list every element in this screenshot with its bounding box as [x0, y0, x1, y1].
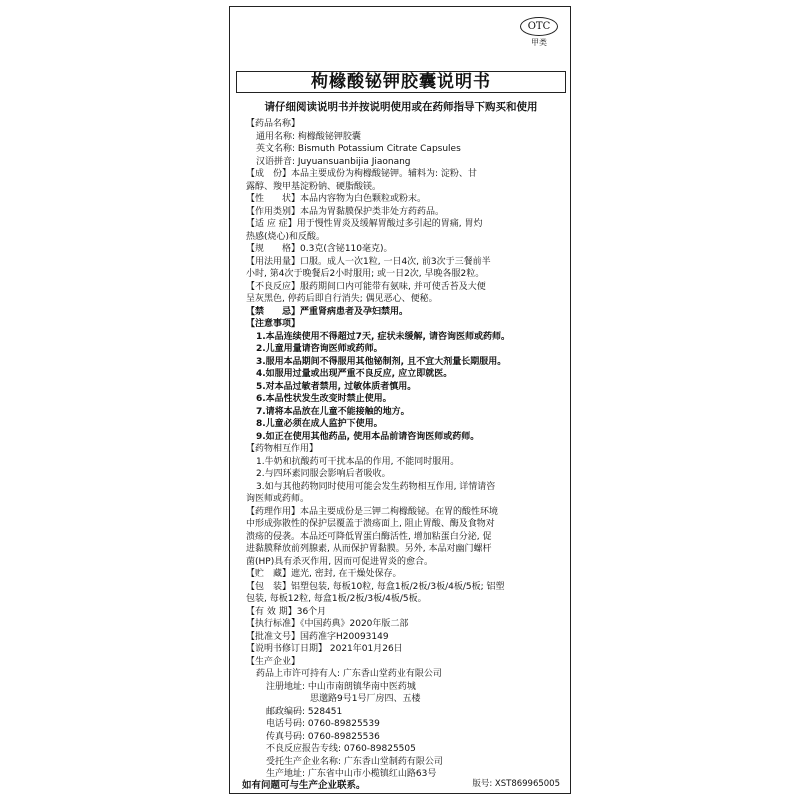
footer	[230, 777, 570, 791]
pinyin-name: 汉语拼音: Juyuansuanbijia Jiaonang	[256, 156, 411, 167]
packaging-line-1: 【包 装】铝塑包装, 每板10粒, 每盒1板/2板/3板/4板/5板; 铝塑	[246, 581, 505, 592]
precaution-item: 9.如正在使用其他药品, 使用本品前请咨询医师或药师。	[256, 431, 480, 442]
precaution-item: 1.本品连续使用不得超过7天, 症状未缓解, 请咨询医师或药师。	[256, 331, 511, 342]
license-holder: 药品上市许可持有人: 广东香山堂药业有限公司	[256, 669, 442, 679]
ingredients-line-2: 露醇、羧甲基淀粉钠、硬脂酸镁。	[246, 181, 382, 192]
adverse-reactions-line-2: 呈灰黑色, 停药后即自行消失; 偶见恶心、便秘。	[246, 294, 438, 304]
usage-banner: 请仔细阅读说明书并按说明使用或在药师指导下购买和使用	[264, 101, 538, 113]
approval-number: 【批准文号】国药准字H20093149	[246, 631, 389, 642]
interaction-item-continued: 询医师或药师。	[246, 494, 310, 504]
adverse-report-hotline: 不良反应报告专线: 0760-89825505	[266, 744, 416, 754]
pharmacology-line: 进黏膜释放前列腺素, 从而保护胃黏膜。另外, 本品对幽门螺杆	[246, 544, 492, 554]
pharmacology-line: 菌(HP)具有杀灭作用, 因而可促进胃炎的愈合。	[246, 556, 433, 567]
registered-address-continued: 思邈路9号1号厂房四、五楼	[310, 694, 421, 704]
fax-number: 传真号码: 0760-89825536	[266, 731, 380, 742]
section-heading-name: 【药品名称】	[246, 119, 301, 129]
indications-line-1: 【适 应 症】用于慢性胃炎及缓解胃酸过多引起的胃痛, 胃灼	[246, 219, 483, 229]
production-address: 生产地址: 广东省中山市小榄镇红山路63号	[266, 769, 437, 779]
precaution-item: 7.请将本品放在儿童不能接触的地方。	[256, 406, 410, 417]
specification: 【规 格】0.3克(含铋110毫克)。	[246, 244, 393, 254]
pharmacology-line: 中形成弥散性的保护层覆盖于溃疡面上, 阻止胃酸、酶及食物对	[246, 519, 495, 529]
registered-address: 注册地址: 中山市南朗镇华南中医药城	[266, 681, 416, 692]
appearance: 【性 状】本品内容物为白色颗粒或粉末。	[246, 194, 427, 204]
packaging-line-2: 包装, 每板12粒, 每盒1板/2板/3板/4板/5板。	[246, 594, 427, 604]
pharmacology-line: 溃疡的侵袭。本品还可降低胃蛋白酶活性, 增加粘蛋白分泌, 促	[246, 531, 492, 542]
standard: 【执行标准】《中国药典》2020年版二部	[246, 619, 409, 629]
section-heading-precautions: 【注意事项】	[246, 319, 301, 329]
phone-number: 电话号码: 0760-89825539	[266, 719, 380, 729]
interaction-item: 1.牛奶和抗酸药可干扰本品的作用, 不能同时服用。	[256, 456, 460, 467]
revision-date: 【说明书修订日期】 2021年01月26日	[246, 644, 403, 654]
contraindications: 【禁 忌】严重肾病患者及孕妇禁用。	[246, 306, 409, 317]
otc-oval: OTC	[520, 17, 558, 36]
interaction-item: 2.与四环素同服会影响后者吸收。	[256, 469, 391, 479]
precaution-item: 8.儿童必须在成人监护下使用。	[256, 419, 383, 429]
precaution-item: 4.如服用过量或出现严重不良反应, 应立即就医。	[256, 369, 453, 379]
version-number: 版号: XST869965005	[472, 779, 560, 789]
precaution-item: 3.服用本品期间不得服用其他铋制剂, 且不宜大剂量长期服用。	[256, 356, 507, 367]
otc-class-label: 甲类	[531, 38, 547, 47]
storage: 【贮 藏】遮光, 密封, 在干燥处保存。	[246, 569, 402, 579]
indications-line-2: 热感(烧心)和反酸。	[246, 231, 326, 242]
adverse-reactions-line-1: 【不良反应】服药期间口内可能带有氨味, 并可使舌苔及大便	[246, 281, 486, 292]
precaution-item: 2.儿童用量请咨询医师或药师。	[256, 344, 383, 354]
contract-manufacturer: 受托生产企业名称: 广东香山堂制药有限公司	[266, 756, 443, 767]
contact-note: 如有问题可与生产企业联系。	[242, 780, 366, 791]
precaution-item: 6.本品性状发生改变时禁止使用。	[256, 394, 392, 404]
precaution-item: 5.对本品过敏者禁用, 过敏体质者慎用。	[256, 381, 417, 392]
pharmacology-line: 【药理作用】本品主要成份是三钾二枸橼酸铋。在胃的酸性环境	[246, 506, 499, 517]
english-name: 英文名称: Bismuth Potassium Citrate Capsules	[256, 144, 461, 154]
leaflet-sheet	[229, 6, 571, 794]
otc-badge	[520, 17, 558, 48]
dosage-line-1: 【用法用量】口服。成人一次1粒, 一日4次, 前3次于三餐前半	[246, 256, 491, 267]
section-heading-interactions: 【药物相互作用】	[246, 444, 319, 454]
dosage-line-2: 小时, 第4次于晚餐后2小时服用; 或一日2次, 早晚各服2粒。	[246, 269, 485, 279]
interaction-item: 3.如与其他药物同时使用可能会发生药物相互作用, 详情请咨	[256, 481, 496, 492]
ingredients-line-1: 【成 份】本品主要成份为枸橼酸铋钾。辅料为: 淀粉、甘	[246, 169, 477, 179]
generic-name: 通用名称: 枸橼酸铋钾胶囊	[256, 131, 361, 142]
leaflet-content	[246, 118, 564, 781]
section-heading-manufacturer: 【生产企业】	[246, 656, 301, 667]
document-title: 枸橼酸铋钾胶囊说明书	[236, 71, 566, 93]
category: 【作用类别】本品为胃黏膜保护类非处方药药品。	[246, 206, 445, 217]
postal-code: 邮政编码: 528451	[266, 706, 343, 717]
shelf-life: 【有 效 期】36个月	[246, 606, 327, 617]
